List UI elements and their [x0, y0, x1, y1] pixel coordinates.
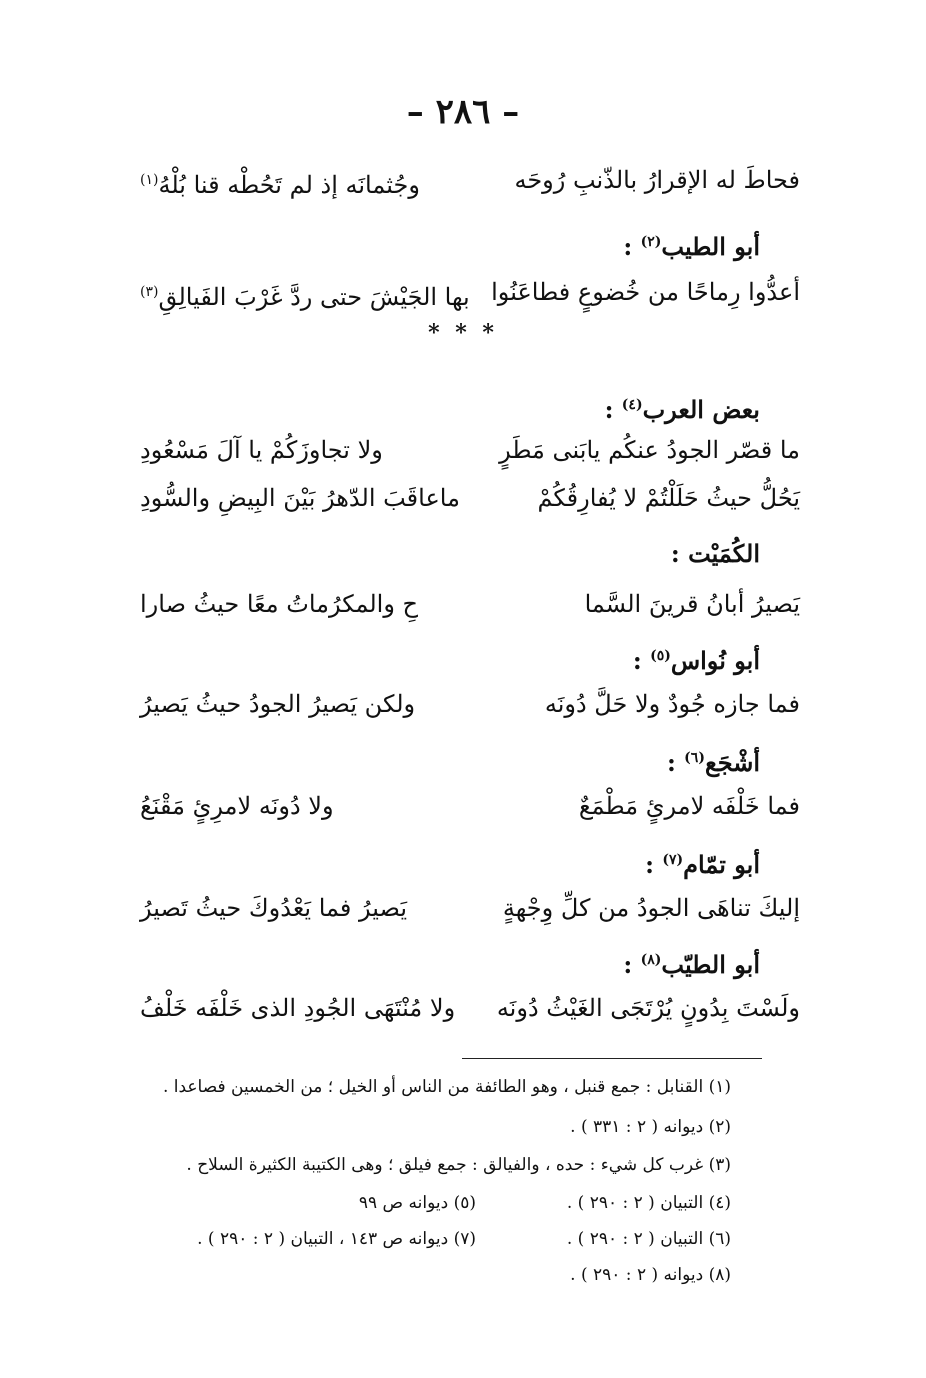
- verse-first-hemistich: ما قصّر الجودُ عنكُم يابَنى مَطَرٍ: [499, 436, 800, 464]
- footnote-4: (٤) التبيان ( ٢ : ٢٩٠ ) .: [566, 1193, 731, 1213]
- verse-first-hemistich: يَحُلُّ حيثُ حَلَلْتُمْ لا يُفارِقُكُمْ: [537, 484, 800, 512]
- verse-second-hemistich: ولا تجاوزَكُمْ يا آلَ مَسْعُودِ: [140, 436, 383, 464]
- verse-line: [120, 786, 800, 826]
- verse-line: [120, 272, 800, 312]
- verse-line: [120, 160, 800, 200]
- page-number: – ٢٨٦ –: [406, 92, 520, 132]
- verse-first-hemistich: فحاطَ له الإقرارُ بالذّنبِ رُوحَه: [514, 166, 800, 194]
- verse-line: [120, 478, 800, 518]
- footnote-divider: [462, 1058, 762, 1059]
- footnote-2: (٢) ديوانه ( ٢ : ٣٣١ ) .: [570, 1117, 731, 1137]
- footnote-marker: (٦): [684, 750, 705, 766]
- footnote-marker: (٥): [650, 648, 671, 664]
- verse-line: [120, 430, 800, 470]
- verse-line: [120, 684, 800, 724]
- footnote-marker: (٤): [621, 397, 643, 413]
- verse-second-hemistich: ولكن يَصيرُ الجودُ حيثُ يَصيرُ: [140, 690, 416, 718]
- verse-second-hemistich: ولا مُنْتَهَى الجُودِ الذى خَلْفَه خَلْفُ: [140, 994, 456, 1022]
- footnote-marker: (٢): [640, 234, 662, 250]
- footnote-6: (٦) التبيان ( ٢ : ٢٩٠ ) .: [566, 1229, 731, 1249]
- poet-heading: أبو الطيب$^{(٢)}$ :: [623, 232, 760, 261]
- footnote-3: (٣) غرب كل شيء : حده ، والفيالق : جمع فيلق ؛ وهى الكتيبة الكثيرة السلاح .: [186, 1155, 731, 1175]
- verse-second-hemistich: بها الجَيْشَ حتى ردَّ غَرْبَ الفَيالِقِ$^{(٣)}$: [140, 283, 470, 311]
- verse-second-hemistich: وجُثمانَه إذ لم تَحُطْه قنا بُلْهُ$^{(١)}$: [140, 171, 420, 199]
- poet-heading: أشْجَع$^{(٦)}$ :: [666, 748, 760, 777]
- verse-line: [120, 584, 800, 624]
- footnote-7: (٧) ديوانه ص ١٤٣ ، التبيان ( ٢ : ٢٩٠ ) .: [197, 1229, 476, 1249]
- verse-first-hemistich: ولَسْتَ بِدُونٍ يُرْتَجَى الغَيْثُ دُونَه: [496, 994, 800, 1022]
- footnote-1: (١) القنابل : جمع قنبل ، وهو الطائفة من الناس أو الخيل ؛ من الخمسين فصاعدا .: [162, 1077, 731, 1097]
- poet-heading: أبو نُواس$^{(٥)}$ :: [632, 646, 760, 675]
- verse-line: [120, 988, 800, 1028]
- section-separator: * * *: [428, 320, 498, 346]
- poet-heading: بعض العرب$^{(٤)}$ :: [604, 395, 760, 424]
- verse-line: [120, 888, 800, 928]
- verse-second-hemistich: ماعاقَبَ الدّهرُ بَيْنَ البِيضِ والسُّودِ: [140, 484, 460, 512]
- footnote-marker: (٧): [662, 852, 684, 868]
- verse-first-hemistich: فما خَلْفَه لامرئٍ مَطْمَعٌ: [578, 792, 800, 820]
- footnote-marker: (١): [140, 172, 159, 188]
- verse-second-hemistich: حِ والمكرُماتُ معًا حيثُ صارا: [140, 590, 419, 618]
- verse-first-hemistich: إليكَ تناهَى الجودُ من كلِّ وِجْهةٍ: [502, 894, 800, 922]
- verse-second-hemistich: يَصيرُ فما يَعْدُوكَ حيثُ تَصيرُ: [140, 894, 407, 922]
- footnote-5: (٥) ديوانه ص ٩٩: [358, 1193, 476, 1213]
- verse-first-hemistich: فما جازه جُودٌ ولا حَلَّ دُونَه: [544, 690, 800, 718]
- verse-first-hemistich: يَصيرُ أبانُ قرينَ السَّما: [584, 590, 800, 618]
- footnote-marker: (٨): [640, 952, 662, 968]
- verse-first-hemistich: أعدُّوا رِماحًا من خُضوعٍ فطاعَنُوا: [491, 278, 800, 306]
- verse-second-hemistich: ولا دُونَه لامرِئٍ مَقْنَعُ: [140, 792, 334, 820]
- footnote-8: (٨) ديوانه ( ٢ : ٢٩٠ ) .: [570, 1265, 731, 1285]
- poet-heading: أبو الطيّب$^{(٨)}$ :: [623, 950, 760, 979]
- poet-heading: الكُمَيْت :: [670, 539, 760, 568]
- poet-heading: أبو تمّام$^{(٧)}$ :: [645, 850, 760, 879]
- footnote-marker: (٣): [140, 284, 159, 300]
